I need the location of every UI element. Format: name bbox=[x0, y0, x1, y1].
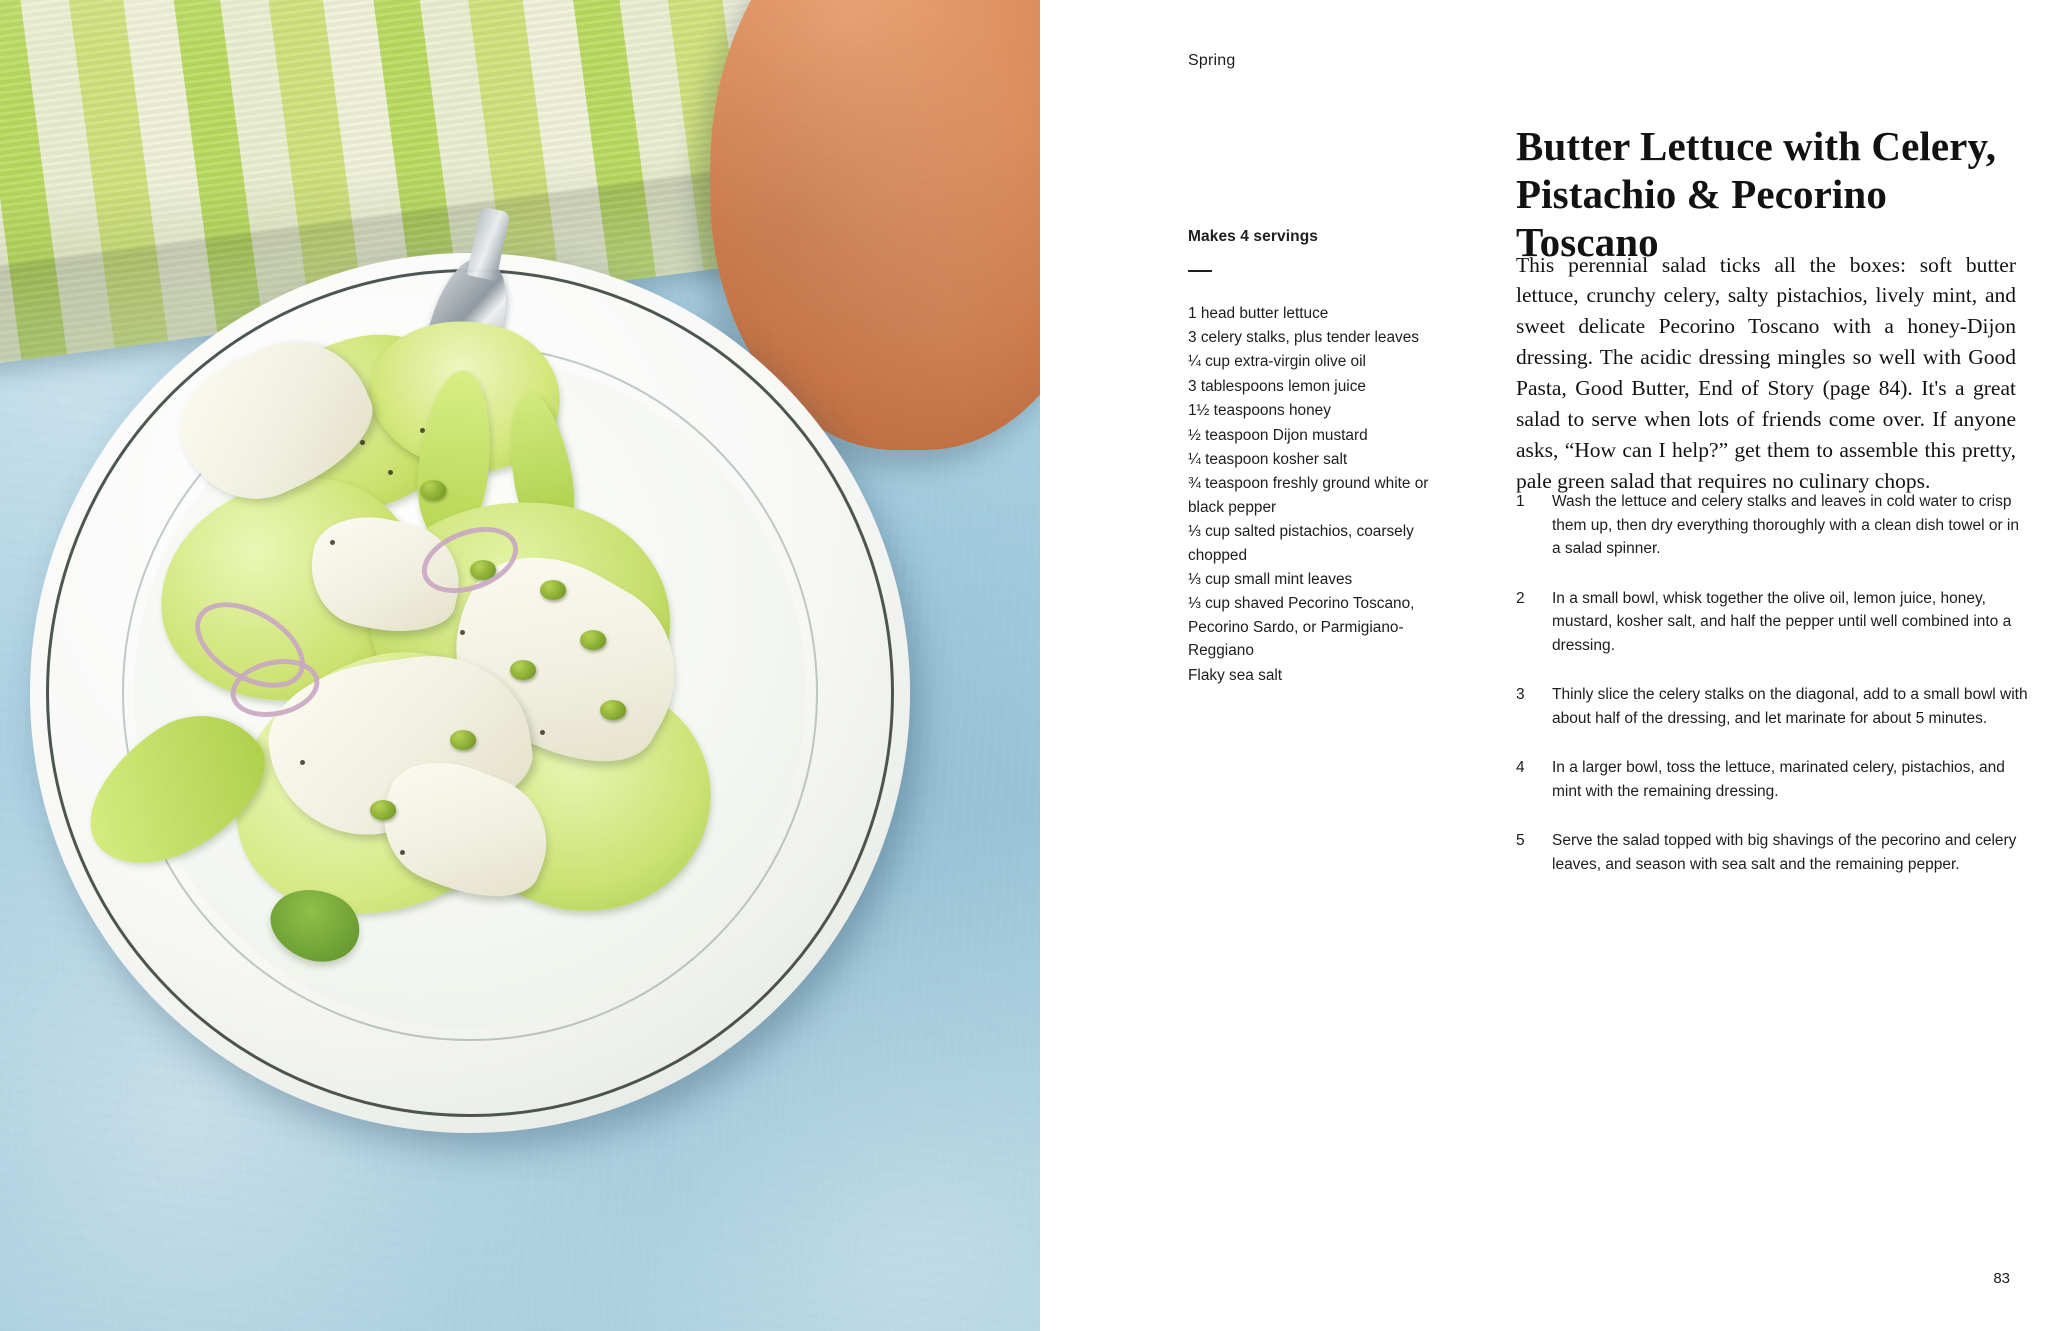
cracked-pepper bbox=[330, 540, 335, 545]
recipe-step bbox=[1516, 756, 2028, 803]
step-text: Thinly slice the celery stalks on the diagonal, add to a small bowl with about half of the dressing, and let marinate for about 5 minutes. bbox=[1552, 686, 2028, 727]
cracked-pepper bbox=[300, 760, 305, 765]
step-text: In a larger bowl, toss the lettuce, marinated celery, pistachios, and mint with the remaining dressing. bbox=[1552, 759, 2005, 800]
cracked-pepper bbox=[540, 730, 545, 735]
ingredients-sidebar bbox=[1188, 228, 1456, 688]
recipe-step bbox=[1516, 490, 2028, 561]
list-item: 1 head butter lettuce bbox=[1188, 304, 1329, 322]
recipe-intro-paragraph: This perennial salad ticks all the boxes: soft butter lettuce, crunchy celery, salty pistachios, lively mint, and sweet delicate Pecorino Toscano with a honey-Dijon dressing. The acidic dressing mingles so well with Good Pasta, Good Butter, End of Story (page 84). It's a great salad to serve when lots of friends come over. If anyone asks, “How can I help?” get them to assemble this pretty, pale green salad that requires no culinary chops. bbox=[1516, 252, 2016, 494]
step-number: 2 bbox=[1516, 589, 1525, 607]
chopped-pistachio bbox=[370, 800, 396, 820]
list-item: ¾ teaspoon freshly ground white or black pepper bbox=[1188, 475, 1429, 516]
step-number: 4 bbox=[1516, 759, 1525, 777]
list-item: ⅓ cup small mint leaves bbox=[1188, 570, 1353, 588]
servings-label: Makes 4 servings bbox=[1188, 228, 1318, 245]
chopped-pistachio bbox=[450, 730, 476, 750]
list-item: ⅓ cup salted pistachios, coarsely chopped bbox=[1188, 523, 1414, 564]
recipe-step bbox=[1516, 829, 2028, 876]
chopped-pistachio bbox=[600, 700, 626, 720]
cracked-pepper bbox=[400, 850, 405, 855]
step-number: 3 bbox=[1516, 686, 1525, 704]
recipe-step bbox=[1516, 683, 2028, 730]
cracked-pepper bbox=[460, 630, 465, 635]
list-item: ¼ teaspoon kosher salt bbox=[1188, 450, 1348, 468]
cracked-pepper bbox=[388, 470, 393, 475]
step-number: 5 bbox=[1516, 832, 1525, 850]
running-head-season: Spring bbox=[1188, 52, 1236, 69]
step-text: Wash the lettuce and celery stalks and leaves in cold water to crisp them up, then dry everything thoroughly with a clean dish towel or in a salad spinner. bbox=[1552, 493, 2019, 558]
list-item: 3 tablespoons lemon juice bbox=[1188, 377, 1366, 395]
page-number: 83 bbox=[1993, 1270, 2010, 1287]
chopped-pistachio bbox=[420, 480, 446, 500]
recipe-text-page bbox=[1040, 0, 2048, 1331]
list-item: 1½ teaspoons honey bbox=[1188, 402, 1331, 420]
recipe-step bbox=[1516, 587, 2028, 658]
step-number: 1 bbox=[1516, 493, 1525, 510]
cracked-pepper bbox=[420, 428, 425, 433]
divider bbox=[1188, 270, 1212, 272]
list-item: Flaky sea salt bbox=[1188, 666, 1283, 684]
chopped-pistachio bbox=[580, 630, 606, 650]
step-text: Serve the salad topped with big shavings of the pecorino and celery leaves, and season with sea salt and the remaining pepper. bbox=[1552, 832, 2017, 874]
ingredients-list bbox=[1188, 302, 1456, 688]
list-item: ¼ cup extra-virgin olive oil bbox=[1188, 353, 1366, 371]
page-title: Butter Lettuce with Celery, Pistachio & Pecorino Toscano bbox=[1516, 123, 1997, 266]
chopped-pistachio bbox=[510, 660, 536, 680]
step-text: In a small bowl, whisk together the olive oil, lemon juice, honey, mustard, kosher salt, and half the pepper until well combined into a dressing. bbox=[1552, 589, 2012, 654]
chopped-pistachio bbox=[540, 580, 566, 600]
cracked-pepper bbox=[360, 440, 365, 445]
salad-mound bbox=[120, 330, 820, 1050]
list-item: ⅓ cup shaved Pecorino Toscano, Pecorino Sardo, or Parmigiano-Reggiano bbox=[1188, 595, 1415, 660]
list-item: ½ teaspoon Dijon mustard bbox=[1188, 426, 1368, 444]
list-item: 3 celery stalks, plus tender leaves bbox=[1188, 328, 1419, 346]
recipe-steps bbox=[1516, 490, 2028, 903]
